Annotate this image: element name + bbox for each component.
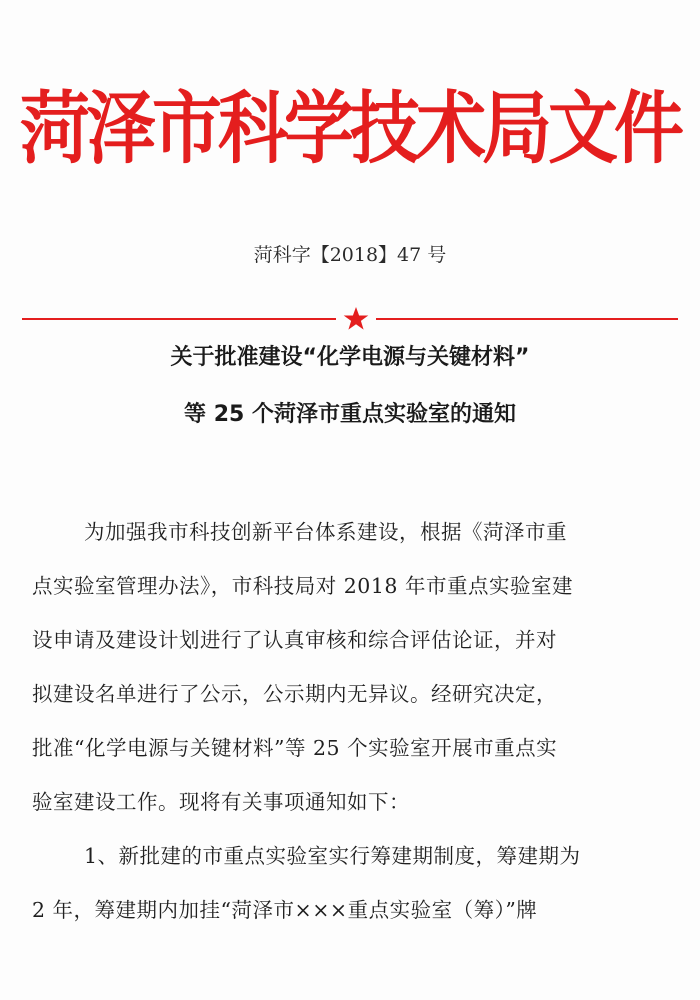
body-line: 拟建设名单进行了公示，公示期内无异议。经研究决定，: [32, 682, 557, 706]
red-divider: [22, 302, 678, 342]
red-star-icon: [344, 307, 369, 330]
notice-title-line-1: 关于批准建设“化学电源与关键材料”: [170, 345, 530, 370]
body-line: 验室建设工作。现将有关事项通知如下：: [32, 790, 410, 814]
document-number: 菏科字【2018】47 号: [253, 244, 447, 266]
body-line: 点实验室管理办法》，市科技局对 2018 年市重点实验室建: [32, 574, 573, 598]
body-line: 为加强我市科技创新平台体系建设，根据《菏泽市重: [84, 520, 567, 544]
notice-body: [32, 505, 668, 937]
body-line: 2 年，筹建期内加挂“菏泽市×××重点实验室（筹）”牌: [32, 898, 538, 922]
body-line: 批准“化学电源与关键材料”等 25 个实验室开展市重点实: [32, 736, 558, 760]
document-masthead: 菏泽市科学技术局文件: [20, 81, 680, 175]
notice-title-line-2: 等 25 个菏泽市重点实验室的通知: [184, 402, 516, 427]
body-line: 设申请及建设计划进行了认真审核和综合评估论证，并对: [32, 628, 557, 652]
body-line: 1、新批建的市重点实验室实行筹建期制度，筹建期为: [84, 844, 581, 868]
